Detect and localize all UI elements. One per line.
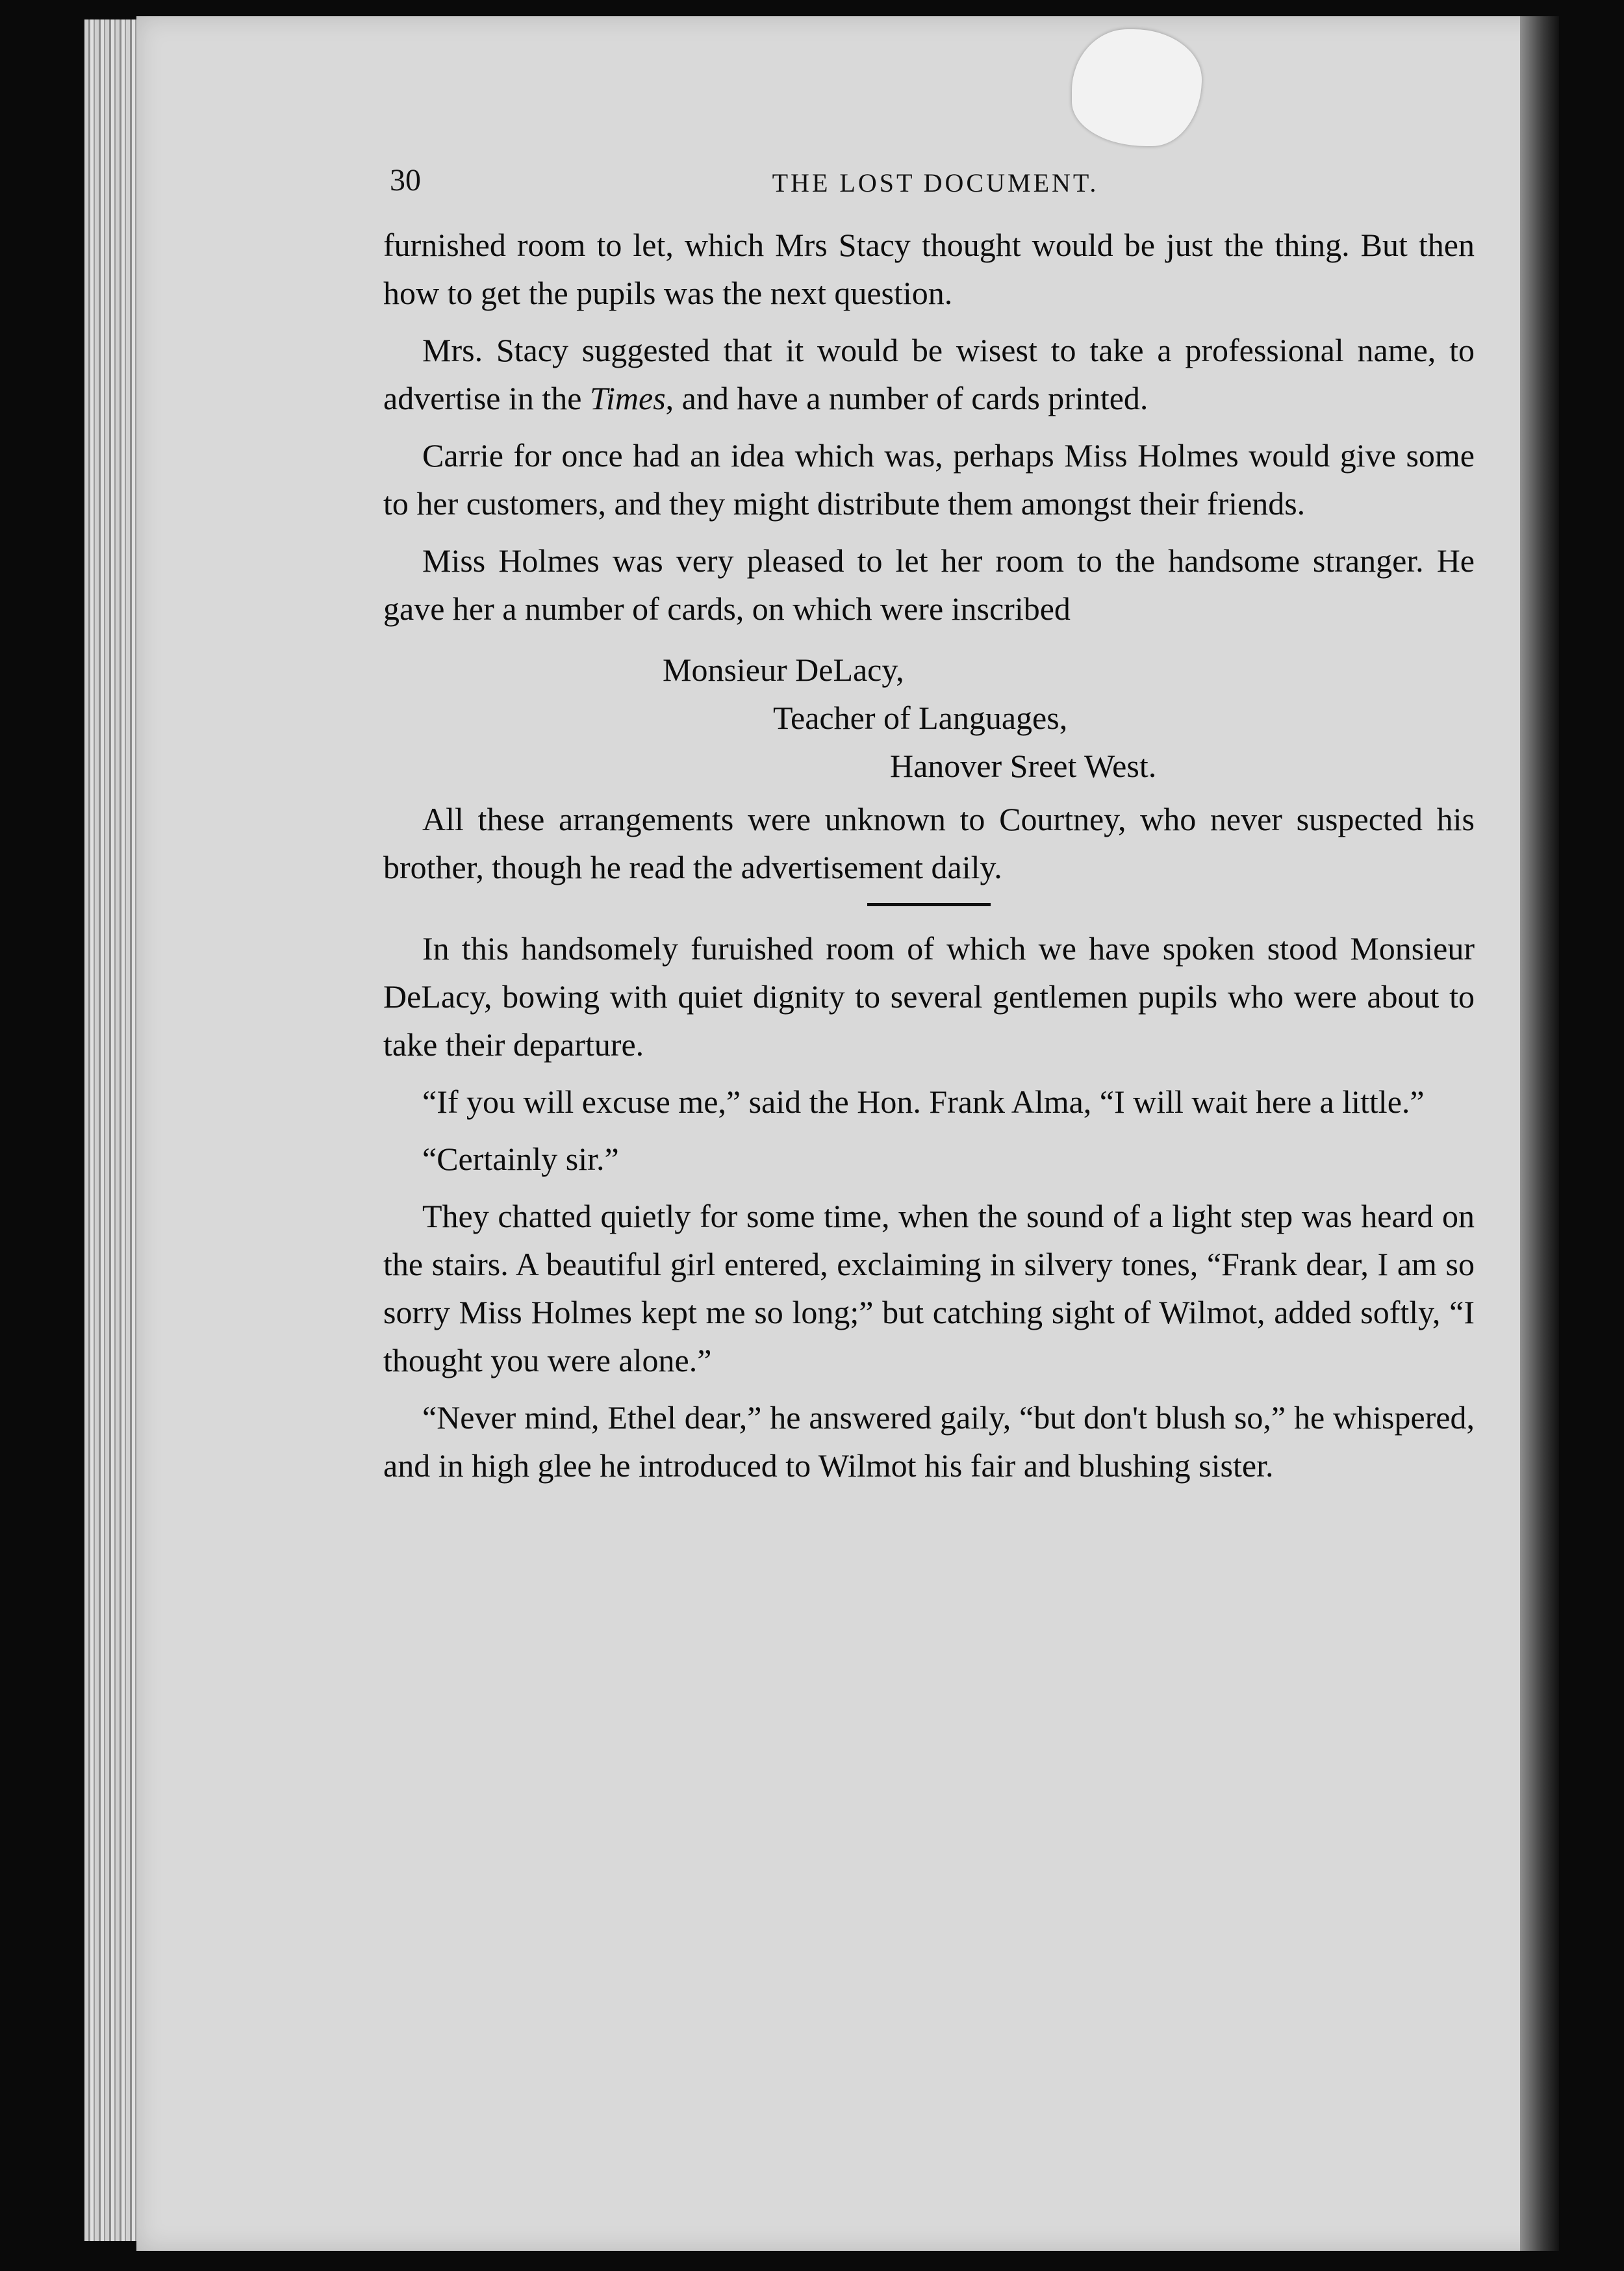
paragraph: All these arrangements were unknown to Courtney, who never suspected his brother, though he read the advertisement daily.	[383, 801, 1475, 885]
page-number: 30	[390, 163, 421, 197]
paragraph: furnished room to let, which Mrs Stacy thought would be just the thing. But then how to get the pupils was the next question.	[383, 227, 1475, 311]
paragraph: Miss Holmes was very pleased to let her room to the handsome stranger. He gave her a number of cards, on which were inscribed	[383, 542, 1475, 627]
text-run: Mrs. Stacy suggested that it would be wisest to take a professional name, to advertise in the	[383, 332, 1475, 416]
card-name: Monsieur DeLacy,	[663, 652, 904, 688]
card-title: Teacher of Languages,	[773, 700, 1068, 736]
paragraph: “Certainly sir.”	[422, 1141, 619, 1177]
section-divider	[867, 903, 991, 906]
calling-card-text	[383, 646, 1475, 790]
card-address: Hanover Sreet West.	[890, 748, 1157, 784]
paragraph: “Never mind, Ethel dear,” he answered gaily, “but don't blush so,” he whispered, and in high glee he introduced to Wilmot his fair and blushing sister.	[383, 1399, 1475, 1484]
page-body	[383, 221, 1475, 1499]
paragraph	[383, 326, 1475, 422]
paragraph: They chatted quietly for some time, when the sound of a light step was heard on the stairs. A beautiful girl entered, exclaiming in silvery tones, “Frank dear, I am so sorry Miss Holmes kept me so long;” but catching sight of Wilmot, added softly, “I thought you were alone.”	[383, 1198, 1475, 1378]
page-header	[390, 162, 1481, 201]
page-stack-edges	[84, 19, 143, 2241]
paper-tear	[1072, 29, 1202, 146]
newspaper-title: Times	[589, 380, 666, 416]
paragraph: “If you will excuse me,” said the Hon. Frank Alma, “I will wait here a little.”	[422, 1084, 1425, 1120]
paragraph: Carrie for once had an idea which was, perhaps Miss Holmes would give some to her customers, and they might distribute them amongst their friends.	[383, 437, 1475, 522]
running-title: THE LOST DOCUMENT.	[772, 168, 1099, 197]
paragraph: In this handsomely furuished room of which we have spoken stood Monsieur DeLacy, bowing with quiet dignity to several gentlemen pupils who were about to take their departure.	[383, 930, 1475, 1063]
text-run: , and have a number of cards printed.	[665, 380, 1148, 416]
page-gutter-shadow	[1520, 16, 1559, 2251]
